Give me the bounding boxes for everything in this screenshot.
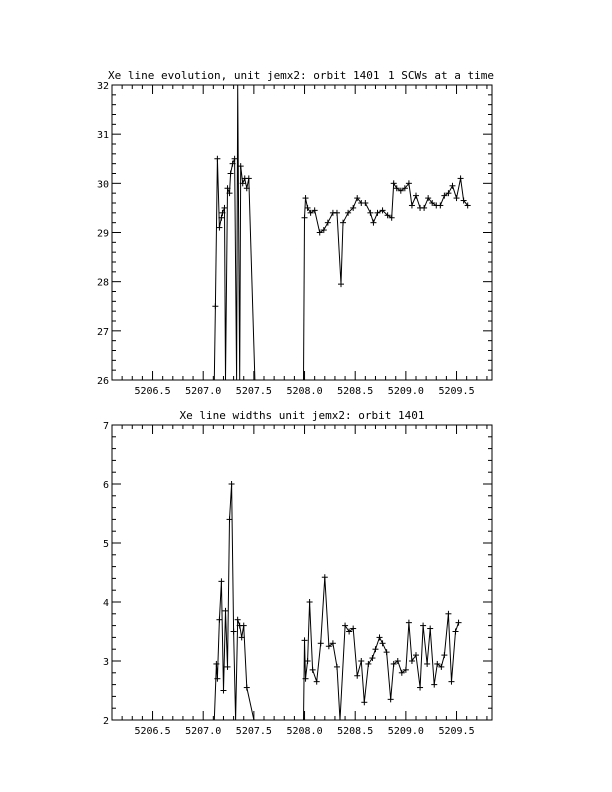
data-point <box>235 617 241 623</box>
data-point <box>417 685 423 691</box>
data-point <box>420 623 426 629</box>
chart-title: Xe line widths unit jemx2: orbit 1401 <box>179 409 425 422</box>
y-tick-label: 3 <box>102 657 109 668</box>
data-point <box>222 608 228 614</box>
data-point <box>228 171 234 177</box>
data-point <box>362 200 368 206</box>
data-point <box>246 175 252 181</box>
data-point <box>214 156 220 162</box>
data-point <box>307 599 313 605</box>
data-point <box>338 281 344 287</box>
data-point <box>421 205 427 211</box>
data-point <box>367 210 373 216</box>
data-point <box>388 696 394 702</box>
data-point <box>302 637 308 643</box>
data-point <box>213 661 219 667</box>
data-point <box>244 685 250 691</box>
x-tick-label: 5207.0 <box>185 726 222 737</box>
data-point <box>391 180 397 186</box>
data-point <box>424 661 430 667</box>
x-tick-label: 5207.5 <box>235 386 272 397</box>
data-point <box>370 220 376 226</box>
data-point <box>358 658 364 664</box>
data-point <box>216 225 222 231</box>
data-point <box>216 617 222 623</box>
top-panel-xe-line-evolution <box>97 69 494 397</box>
data-point <box>342 623 348 629</box>
x-tick-label: 5207.0 <box>185 386 222 397</box>
data-point <box>437 202 443 208</box>
data-point <box>380 640 386 646</box>
y-tick-label: 5 <box>102 539 109 550</box>
data-point <box>365 661 371 667</box>
data-point <box>334 664 340 670</box>
data-point <box>427 626 433 632</box>
data-point <box>431 682 437 688</box>
data-point <box>225 664 231 670</box>
data-point <box>372 646 378 652</box>
x-tick-label: 5209.5 <box>438 726 475 737</box>
data-point <box>445 611 451 617</box>
x-tick-label: 5209.0 <box>387 726 424 737</box>
x-tick-label: 5208.0 <box>286 386 323 397</box>
data-point <box>318 640 324 646</box>
data-point <box>377 634 383 640</box>
data-point <box>334 210 340 216</box>
data-point <box>413 652 419 658</box>
x-tick-label: 5206.5 <box>134 726 171 737</box>
series-line <box>214 484 458 720</box>
series-group <box>213 481 461 720</box>
y-tick-label: 7 <box>102 421 109 432</box>
data-point <box>456 620 462 626</box>
data-point <box>303 195 309 201</box>
data-point <box>220 688 226 694</box>
data-point <box>302 215 308 221</box>
y-tick-label: 31 <box>96 130 109 142</box>
y-tick-label: 4 <box>102 598 109 609</box>
x-tick-label: 5206.5 <box>134 386 171 397</box>
x-tick-label: 5209.5 <box>438 386 475 397</box>
data-point <box>409 202 415 208</box>
data-point <box>340 220 346 226</box>
y-tick-label: 30 <box>96 179 109 191</box>
y-tick-label: 26 <box>96 376 109 387</box>
data-point <box>354 673 360 679</box>
data-point <box>218 578 224 584</box>
series-group <box>212 85 470 380</box>
data-point <box>409 658 415 664</box>
chart-title-right: 1 SCWs at a time <box>388 69 494 82</box>
data-point <box>448 679 454 685</box>
y-tick-label: 28 <box>96 277 109 289</box>
data-point <box>361 699 367 705</box>
data-point <box>314 679 320 685</box>
x-tick-label: 5209.0 <box>387 386 424 397</box>
data-point <box>322 574 328 580</box>
data-point <box>369 655 375 661</box>
x-tick-label: 5208.0 <box>286 726 323 737</box>
y-tick-label: 27 <box>96 326 109 338</box>
x-tick-label: 5208.5 <box>337 726 374 737</box>
data-point <box>453 629 459 635</box>
data-point <box>303 676 309 682</box>
data-point <box>325 220 331 226</box>
data-point <box>310 667 316 673</box>
data-point <box>229 481 235 487</box>
plot-frame <box>112 425 492 720</box>
data-point <box>413 193 419 199</box>
x-tick-label: 5208.5 <box>337 386 374 397</box>
data-point <box>441 652 447 658</box>
y-tick-label: 2 <box>102 716 109 727</box>
data-point <box>458 175 464 181</box>
plot-frame <box>112 85 492 380</box>
data-point <box>406 620 412 626</box>
chart-title: Xe line evolution, unit jemx2: orbit 1401 <box>108 69 380 82</box>
data-point <box>454 195 460 201</box>
data-point <box>212 303 218 309</box>
data-point <box>241 623 247 629</box>
data-point <box>384 649 390 655</box>
data-point <box>449 183 455 189</box>
y-tick-label: 6 <box>102 480 109 491</box>
x-tick-label: 5207.5 <box>235 726 272 737</box>
series-line <box>214 85 467 380</box>
bottom-panel-xe-line-widths <box>103 409 492 737</box>
y-tick-label: 32 <box>96 81 109 92</box>
y-tick-label: 29 <box>96 228 109 240</box>
data-point <box>231 629 237 635</box>
